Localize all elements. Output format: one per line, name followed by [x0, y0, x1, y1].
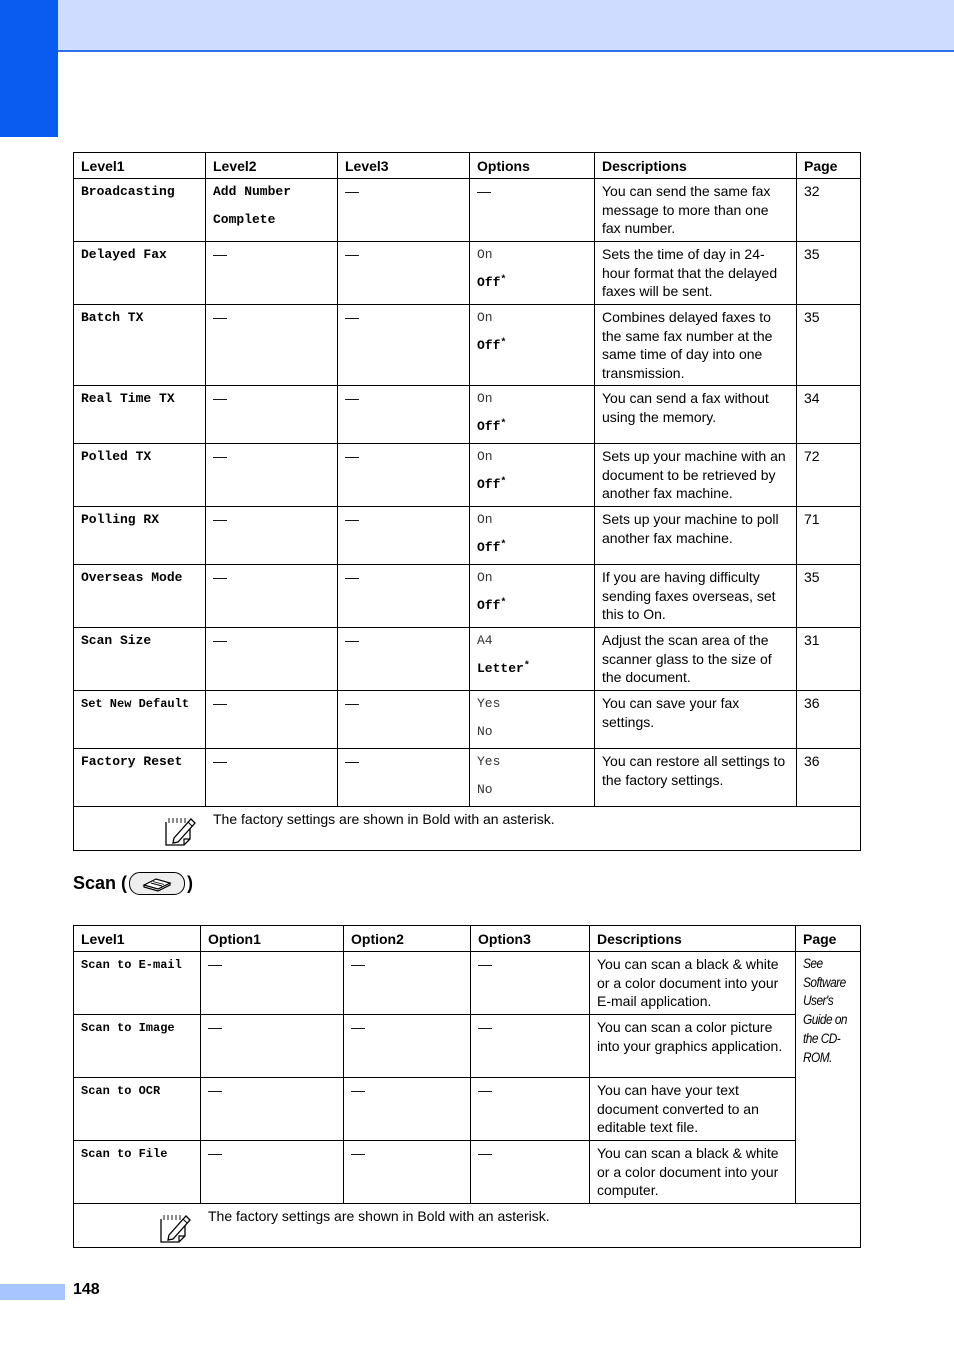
note-pencil-icon: [163, 813, 197, 852]
option-text: On: [477, 391, 493, 406]
cell-level1: [74, 444, 206, 507]
table-row: [74, 386, 861, 444]
option3-value: —: [478, 956, 492, 972]
cell-level3: [338, 628, 470, 691]
page-number: 148: [73, 1281, 100, 1298]
option-text: No: [477, 724, 493, 739]
table-header-row: [74, 153, 861, 179]
note-text: The factory settings are shown in Bold with an asterisk.: [213, 811, 555, 827]
level2-value: —: [213, 511, 227, 527]
header-band: [0, 0, 954, 52]
cell-option2: [344, 1015, 471, 1078]
header-level1: Level1: [74, 926, 201, 952]
level1-value: Batch TX: [81, 310, 144, 325]
header-descriptions: Descriptions: [590, 926, 796, 952]
default-asterisk: *: [500, 598, 507, 609]
level3-value: —: [345, 246, 359, 262]
level1-value: Scan Size: [81, 633, 152, 648]
option-text: Yes: [477, 696, 501, 711]
cell-option2: [344, 952, 471, 1015]
cell-level2: [206, 749, 338, 807]
level2-value: Add Number: [213, 184, 292, 199]
cell-level1: [74, 242, 206, 305]
option-text: Off: [477, 540, 501, 555]
cell-option3: [471, 1015, 590, 1078]
fax-settings-table: [73, 152, 861, 851]
header-option3: Option3: [471, 926, 590, 952]
level1-value: Scan to File: [81, 1147, 168, 1161]
note-row: [74, 1204, 861, 1248]
level1-value: Delayed Fax: [81, 247, 167, 262]
table-header-row: [74, 926, 861, 952]
cell-page: 35: [797, 242, 861, 305]
cell-options: [470, 242, 595, 305]
cell-level1: [74, 1078, 201, 1141]
option-value: [477, 269, 587, 297]
note-text: The factory settings are shown in Bold with an asterisk.: [208, 1208, 550, 1224]
option-text: Letter: [477, 661, 524, 676]
cell-description: Combines delayed faxes to the same fax number at the same time of day into one transmission.: [595, 305, 797, 386]
table-row: [74, 1015, 861, 1078]
level1-value: Broadcasting: [81, 184, 175, 199]
cell-option1: [201, 952, 344, 1015]
table-row: [74, 749, 861, 807]
cell-description: Sets the time of day in 24-hour format that the delayed faxes will be sent.: [595, 242, 797, 305]
option-value: [477, 690, 587, 718]
cell-description: You can scan a black & white or a color document into your computer.: [590, 1141, 796, 1204]
cell-description: Sets up your machine with an document to be retrieved by another fax machine.: [595, 444, 797, 507]
option1-value: —: [208, 1019, 222, 1035]
level2-value: —: [213, 569, 227, 585]
option2-value: —: [351, 1082, 365, 1098]
option1-value: —: [208, 1082, 222, 1098]
option-text: Yes: [477, 754, 501, 769]
header-descriptions: Descriptions: [595, 153, 797, 179]
option-value: —: [477, 183, 491, 199]
level2-value: —: [213, 695, 227, 711]
cell-page: 35: [797, 565, 861, 628]
cell-option1: [201, 1015, 344, 1078]
option2-value: —: [351, 1019, 365, 1035]
scan-key-icon: [129, 872, 185, 895]
option-value: [477, 332, 587, 360]
header-options: Options: [470, 153, 595, 179]
cell-level3: [338, 386, 470, 444]
cell-level1: [74, 386, 206, 444]
cell-description: Sets up your machine to poll another fax machine.: [595, 507, 797, 565]
cell-page: 71: [797, 507, 861, 565]
cell-level2: [206, 691, 338, 749]
option-value: [477, 776, 587, 804]
option2-value: —: [351, 956, 365, 972]
option-value: [477, 592, 587, 620]
cell-description: You can save your fax settings.: [595, 691, 797, 749]
cell-option2: [344, 1141, 471, 1204]
cell-option3: [471, 952, 590, 1015]
table-row: [74, 691, 861, 749]
level1-value: Polled TX: [81, 449, 152, 464]
note-cell: [74, 807, 861, 851]
option-text: On: [477, 310, 493, 325]
cell-level2: [206, 242, 338, 305]
cell-description: You can scan a black & white or a color document into your E-mail application.: [590, 952, 796, 1015]
option-text: No: [477, 782, 493, 797]
cell-option2: [344, 1078, 471, 1141]
cell-option3: [471, 1141, 590, 1204]
option1-value: —: [208, 1145, 222, 1161]
option-text: On: [477, 570, 493, 585]
default-asterisk: *: [523, 661, 530, 672]
cell-description: You can restore all settings to the factory settings.: [595, 749, 797, 807]
level3-value: —: [345, 695, 359, 711]
page-number-bar: [0, 1284, 65, 1300]
cell-level2: [206, 565, 338, 628]
option-text: Off: [477, 419, 501, 434]
table-row: [74, 507, 861, 565]
header-level3: Level3: [338, 153, 470, 179]
default-asterisk: *: [500, 275, 507, 286]
level3-value: —: [345, 632, 359, 648]
table-row: [74, 242, 861, 305]
cell-page: 36: [797, 749, 861, 807]
cell-description: You can have your text document converted to an editable text file.: [590, 1078, 796, 1141]
cell-level1: [74, 305, 206, 386]
cell-level1: [74, 691, 206, 749]
level3-value: —: [345, 183, 359, 199]
option3-value: —: [478, 1082, 492, 1098]
cell-description: You can scan a color picture into your graphics application.: [590, 1015, 796, 1078]
note-cell: [74, 1204, 861, 1248]
cell-level3: [338, 242, 470, 305]
default-asterisk: *: [500, 338, 507, 349]
cell-level1: [74, 507, 206, 565]
level1-value: Factory Reset: [81, 754, 183, 769]
header-level2: Level2: [206, 153, 338, 179]
level2-value: Complete: [213, 212, 276, 227]
option3-value: —: [478, 1019, 492, 1035]
level3-value: —: [345, 569, 359, 585]
table-row: [74, 179, 861, 242]
cell-level1: [74, 1015, 201, 1078]
cell-level2: [206, 628, 338, 691]
cell-page: [796, 952, 861, 1204]
note-row: [74, 807, 861, 851]
level3-value: —: [345, 390, 359, 406]
default-asterisk: *: [500, 419, 507, 430]
cell-options: [470, 628, 595, 691]
cell-level1: [74, 179, 206, 242]
table-row: [74, 565, 861, 628]
option-text: Off: [477, 477, 501, 492]
option-value: [477, 413, 587, 441]
cell-level1: [74, 952, 201, 1015]
option-text: On: [477, 247, 493, 262]
table-row: [74, 1078, 861, 1141]
option-value: [477, 748, 587, 776]
level1-value: Overseas Mode: [81, 570, 183, 585]
cell-options: [470, 179, 595, 242]
cell-description: You can send the same fax message to more than one fax number.: [595, 179, 797, 242]
header-page: Page: [796, 926, 861, 952]
level2-value: —: [213, 632, 227, 648]
cell-level2: [206, 507, 338, 565]
cell-description: Adjust the scan area of the scanner glass to the size of the document.: [595, 628, 797, 691]
cell-page: 35: [797, 305, 861, 386]
option1-value: —: [208, 956, 222, 972]
cell-level3: [338, 179, 470, 242]
cell-level3: [338, 507, 470, 565]
table-row: [74, 628, 861, 691]
header-page: Page: [797, 153, 861, 179]
level1-value: Real Time TX: [81, 391, 175, 406]
note-pencil-icon: [158, 1210, 192, 1249]
level1-value: Set New Default: [81, 697, 190, 711]
cell-level2: [206, 305, 338, 386]
option-value: [477, 241, 587, 269]
cell-level1: [74, 565, 206, 628]
table-row: [74, 1141, 861, 1204]
cell-page: 34: [797, 386, 861, 444]
cell-level2: [206, 444, 338, 507]
default-asterisk: *: [500, 477, 507, 488]
cell-options: [470, 386, 595, 444]
cell-options: [470, 565, 595, 628]
table-row: [74, 952, 861, 1015]
option-value: [477, 718, 587, 746]
option-value: [477, 471, 587, 499]
level3-value: —: [345, 309, 359, 325]
level2-value: —: [213, 448, 227, 464]
option-value: [477, 655, 587, 683]
cell-level1: [74, 1141, 201, 1204]
level3-value: —: [345, 511, 359, 527]
option-value: [477, 385, 587, 413]
level1-value: Scan to E-mail: [81, 958, 182, 972]
option-text: On: [477, 512, 493, 527]
level2-value: —: [213, 753, 227, 769]
table-row: [74, 305, 861, 386]
cell-options: [470, 691, 595, 749]
cell-page: 36: [797, 691, 861, 749]
default-asterisk: *: [500, 540, 507, 551]
cell-level2: [206, 179, 338, 242]
cell-level1: [74, 628, 206, 691]
option-value: [477, 534, 587, 562]
option-value: [477, 627, 587, 655]
scan-title-suffix: ): [187, 873, 194, 893]
cell-level3: [338, 749, 470, 807]
option-text: Off: [477, 275, 501, 290]
level1-value: Scan to Image: [81, 1021, 175, 1035]
level1-value: Scan to OCR: [81, 1084, 161, 1098]
option-value: [477, 506, 587, 534]
cell-description: You can send a fax without using the memory.: [595, 386, 797, 444]
option3-value: —: [478, 1145, 492, 1161]
cell-level2: [206, 386, 338, 444]
cell-level3: [338, 565, 470, 628]
cell-description: If you are having difficulty sending faxes overseas, set this to On.: [595, 565, 797, 628]
cell-page: 32: [797, 179, 861, 242]
table-row: [74, 444, 861, 507]
cell-page: 72: [797, 444, 861, 507]
cell-options: [470, 507, 595, 565]
level2-value: —: [213, 246, 227, 262]
header-level1: Level1: [74, 153, 206, 179]
cell-option1: [201, 1078, 344, 1141]
cell-page: 31: [797, 628, 861, 691]
scan-title-prefix: Scan (: [73, 873, 128, 893]
cell-level3: [338, 691, 470, 749]
option-text: On: [477, 449, 493, 464]
level3-value: —: [345, 448, 359, 464]
cell-options: [470, 444, 595, 507]
cell-level1: [74, 749, 206, 807]
scan-settings-table: [73, 925, 861, 1248]
option-text: Off: [477, 598, 501, 613]
option-text: A4: [477, 633, 493, 648]
cell-level3: [338, 444, 470, 507]
option-text: Off: [477, 338, 501, 353]
cell-level3: [338, 305, 470, 386]
level2-value: —: [213, 309, 227, 325]
option-value: [477, 304, 587, 332]
cell-option1: [201, 1141, 344, 1204]
option2-value: —: [351, 1145, 365, 1161]
chapter-tab: [0, 0, 58, 137]
header-option1: Option1: [201, 926, 344, 952]
cell-options: [470, 749, 595, 807]
header-option2: Option2: [344, 926, 471, 952]
level3-value: —: [345, 753, 359, 769]
scan-section-title: [73, 872, 193, 895]
option-value: [477, 443, 587, 471]
page-reference: See Software User's Guide on the CD-ROM.: [803, 956, 847, 1065]
level2-value: —: [213, 390, 227, 406]
level1-value: Polling RX: [81, 512, 160, 527]
cell-option3: [471, 1078, 590, 1141]
option-value: [477, 564, 587, 592]
cell-options: [470, 305, 595, 386]
